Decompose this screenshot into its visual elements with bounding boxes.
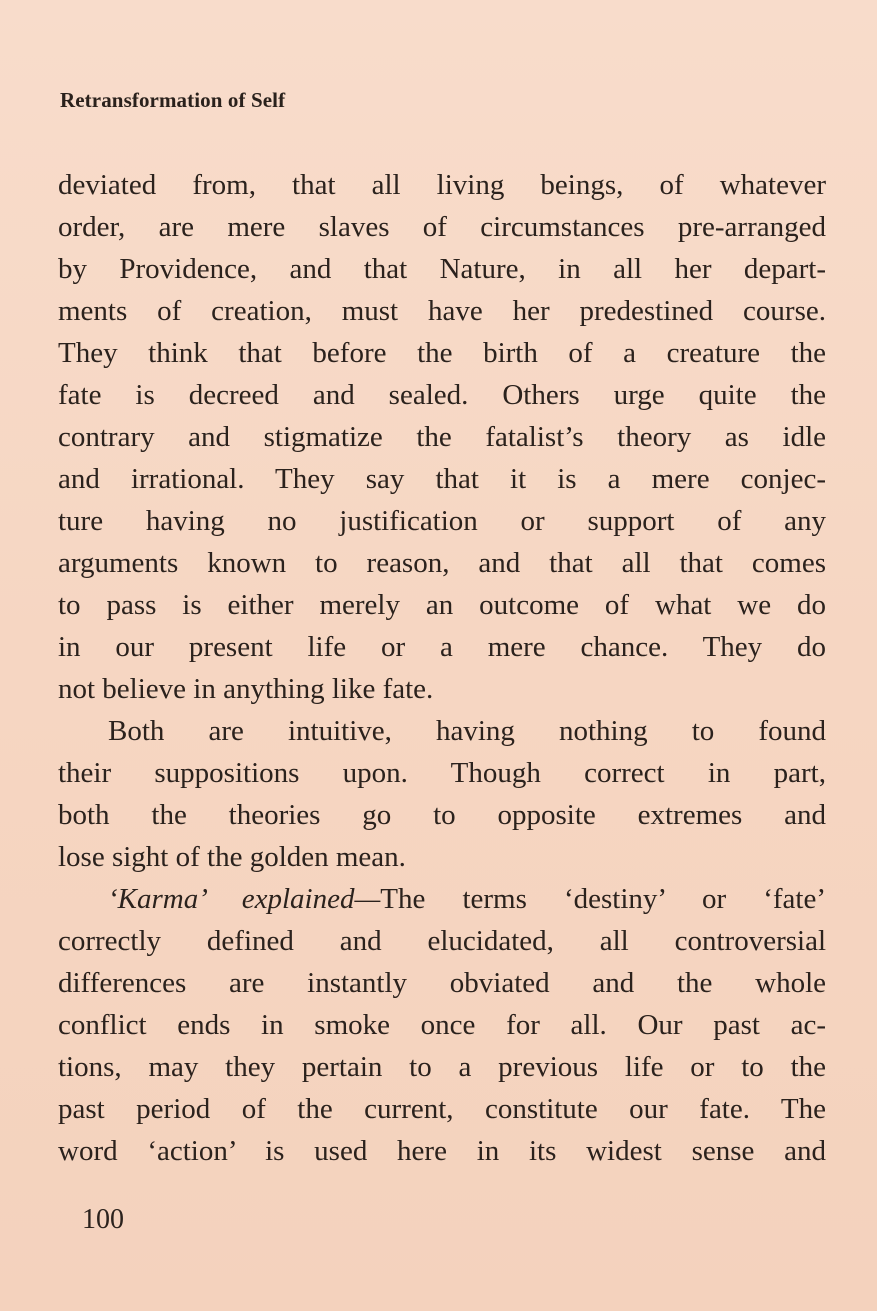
text-line: They think that before the birth of a creature the	[58, 337, 826, 369]
text-line: both the theories go to opposite extremes and	[58, 799, 826, 831]
text-line: differences are instantly obviated and the whole	[58, 967, 826, 999]
text-line: correctly defined and elucidated, all controversial	[58, 925, 826, 957]
text-line-rest: The terms ‘destiny’ or ‘fate’	[380, 883, 826, 915]
body-text	[58, 164, 826, 1172]
text-line: deviated from, that all living beings, of whatever	[58, 169, 826, 201]
text-line: Both are intuitive, having nothing to found	[108, 715, 826, 747]
text-line: lose sight of the golden mean.	[58, 841, 406, 873]
section-heading: ‘Karma’ explained—	[108, 883, 381, 915]
text-line: fate is decreed and sealed. Others urge quite the	[58, 379, 826, 411]
text-line: ments of creation, must have her predestined course.	[58, 295, 826, 327]
text-line: tions, may they pertain to a previous life or to the	[58, 1051, 826, 1083]
running-head: Retransformation of Self	[60, 88, 286, 112]
text-line: their suppositions upon. Though correct in part,	[58, 757, 826, 789]
text-line: contrary and stigmatize the fatalist’s theory as idle	[58, 421, 826, 453]
text-line	[58, 878, 826, 920]
text-line: not believe in anything like fate.	[58, 673, 434, 705]
text-line: and irrational. They say that it is a mere conjec-	[58, 463, 826, 495]
text-line: to pass is either merely an outcome of what we do	[58, 589, 826, 621]
text-line: by Providence, and that Nature, in all her depart-	[58, 253, 826, 285]
text-line: arguments known to reason, and that all that comes	[58, 547, 826, 579]
page-number: 100	[82, 1204, 124, 1235]
text-line: conflict ends in smoke once for all. Our past ac-	[58, 1009, 826, 1041]
text-line: word ‘action’ is used here in its widest sense and	[58, 1135, 826, 1167]
text-line: in our present life or a mere chance. They do	[58, 631, 826, 663]
text-line: order, are mere slaves of circumstances pre-arranged	[58, 211, 826, 243]
text-line: past period of the current, constitute our fate. The	[58, 1093, 826, 1125]
text-line: ture having no justification or support of any	[58, 505, 826, 537]
